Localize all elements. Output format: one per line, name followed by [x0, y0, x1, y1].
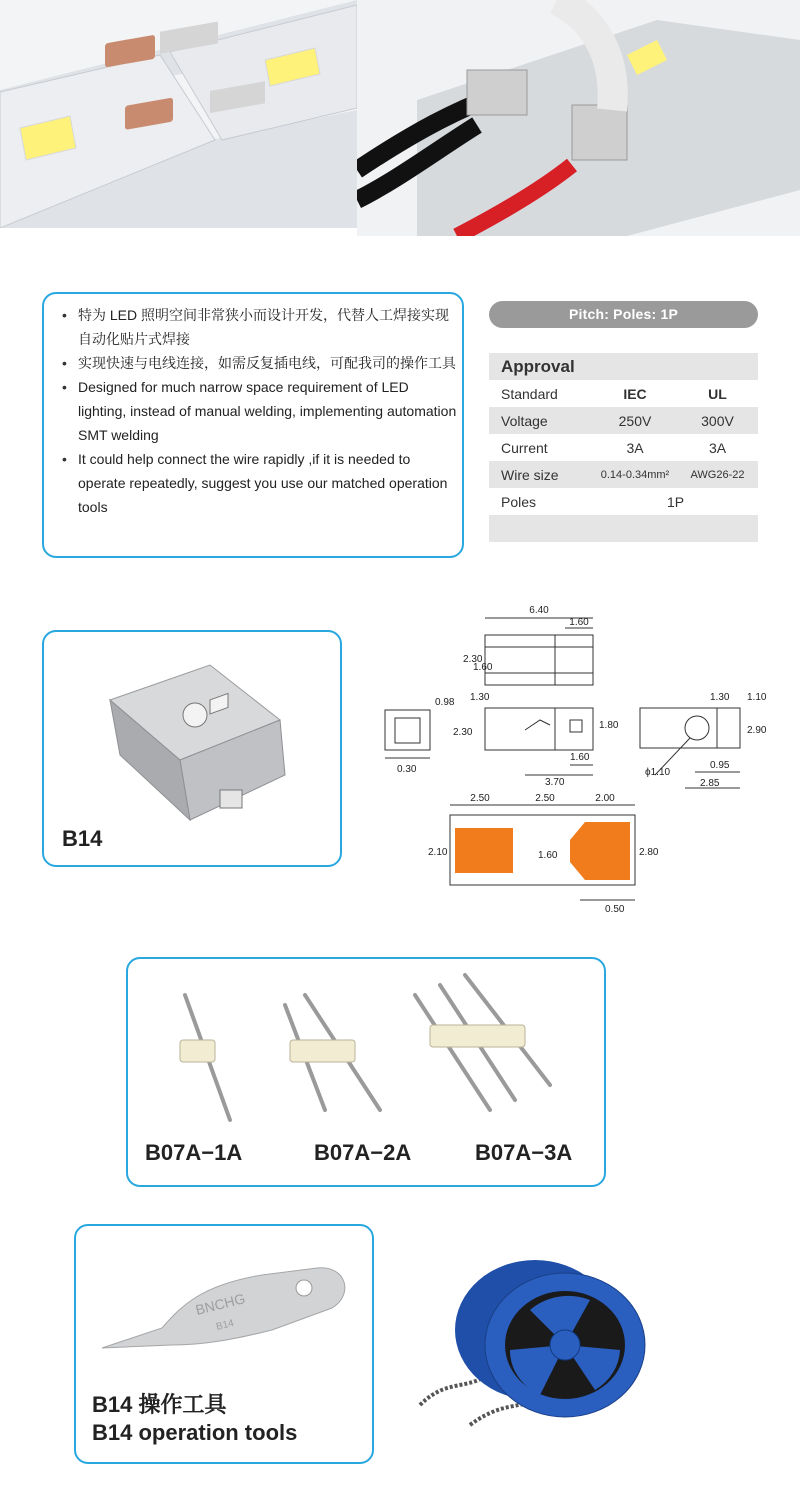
- pins-illustration: [140, 965, 600, 1135]
- pin-label-1a: B07A−1A: [145, 1140, 243, 1165]
- dim-mid-180: 1.80: [599, 720, 619, 731]
- dim-mid-230: 2.30: [453, 727, 473, 738]
- tool-engraving-brand: BNCHG: [193, 1290, 247, 1318]
- dim-pad-280: 2.80: [639, 847, 659, 858]
- pin-label-2a: B07A−2A: [314, 1140, 412, 1165]
- dim-pad-210: 2.10: [428, 847, 448, 858]
- dim-mid-030: 0.30: [397, 764, 417, 775]
- technical-drawing: [355, 600, 795, 920]
- row-label: Poles: [501, 493, 537, 510]
- feature-item-4: • It could help connect the wire rapidly ,if it is needed to operate repeatedly, suggest you use our matched operation tools: [62, 447, 457, 519]
- iec-value: 0.14-0.34mm²: [593, 461, 677, 488]
- row-label: Voltage: [489, 407, 593, 434]
- row-label: Current: [501, 439, 548, 456]
- approval-table: [489, 353, 758, 542]
- ul-value: 300V: [677, 407, 758, 434]
- dim-top-height: 2.30: [463, 654, 483, 665]
- table-row: [489, 461, 758, 488]
- feature-item-3: • Designed for much narrow space requirement of LED lighting, instead of manual welding, implementing automation SMT welding: [62, 375, 457, 447]
- dim-side-290: 2.90: [747, 725, 767, 736]
- dim-mid-130: 1.30: [470, 692, 490, 703]
- wire-connection-photo-right: [357, 0, 800, 236]
- operation-tool-image: [92, 1240, 362, 1370]
- dim-mid-160: 1.60: [570, 752, 590, 763]
- pitch-poles-banner: Pitch: Poles: 1P: [489, 301, 758, 328]
- feature-item-2: • 实现快速与电线连接，如需反复插电线，可配我司的操作工具: [62, 351, 457, 375]
- dim-mid-370: 3.70: [545, 777, 565, 788]
- dim-pad-250a: 2.50: [470, 793, 490, 804]
- ul-header: UL: [708, 385, 727, 402]
- approval-header-row: [489, 353, 758, 380]
- dim-pad-250b: 2.50: [535, 793, 555, 804]
- b14-connector-image: [100, 660, 300, 830]
- table-row: [489, 407, 758, 434]
- row-label: Wire size: [489, 461, 593, 488]
- dim-top-inner: 1.60: [473, 662, 493, 673]
- features-list: [62, 303, 457, 519]
- table-row: [489, 380, 758, 407]
- dim-side-285: 2.85: [700, 778, 720, 789]
- pin-label-3a: B07A−3A: [475, 1140, 573, 1165]
- dim-side-110: 1.10: [747, 692, 767, 703]
- product-model-label: B14: [62, 826, 103, 851]
- dim-pad-200: 2.00: [595, 793, 615, 804]
- wire-connection-illustration: [357, 0, 800, 236]
- ul-value: 3A: [708, 439, 727, 456]
- dim-mid-098: 0.98: [435, 697, 455, 708]
- dim-pad-050: 0.50: [605, 904, 625, 915]
- solder-pad-right: [570, 822, 630, 880]
- iec-header: IEC: [623, 385, 647, 402]
- table-row-empty: [489, 515, 758, 542]
- solder-pad-left: [455, 828, 513, 873]
- dim-side-diameter: ϕ1.10: [645, 767, 671, 778]
- tool-label-cn: B14 操作工具: [92, 1392, 227, 1417]
- dim-side-130: 1.30: [710, 692, 730, 703]
- iec-value: 3A: [626, 439, 644, 456]
- led-strip-illustration: [0, 0, 357, 228]
- dim-top-width: 6.40: [529, 605, 549, 616]
- poles-value: 1P: [666, 493, 685, 510]
- tape-reel-image: [410, 1255, 660, 1445]
- dim-pad-160: 1.60: [538, 850, 558, 861]
- approval-title: Approval: [489, 353, 758, 380]
- iec-value: 250V: [593, 407, 677, 434]
- dim-side-095: 0.95: [710, 760, 730, 771]
- tool-label-en: B14 operation tools: [92, 1420, 298, 1445]
- table-row: [489, 434, 758, 461]
- ul-value: AWG26-22: [677, 461, 758, 488]
- table-row: [489, 488, 758, 515]
- row-label: Standard: [501, 385, 558, 402]
- led-strip-photo-left: [0, 0, 357, 228]
- dim-top-tab: 1.60: [569, 617, 589, 628]
- feature-item-1: • 特为 LED 照明空间非常狭小而设计开发，代替人工焊接实现自动化贴片式焊接: [62, 303, 457, 351]
- tool-engraving-model: B14: [215, 1317, 235, 1333]
